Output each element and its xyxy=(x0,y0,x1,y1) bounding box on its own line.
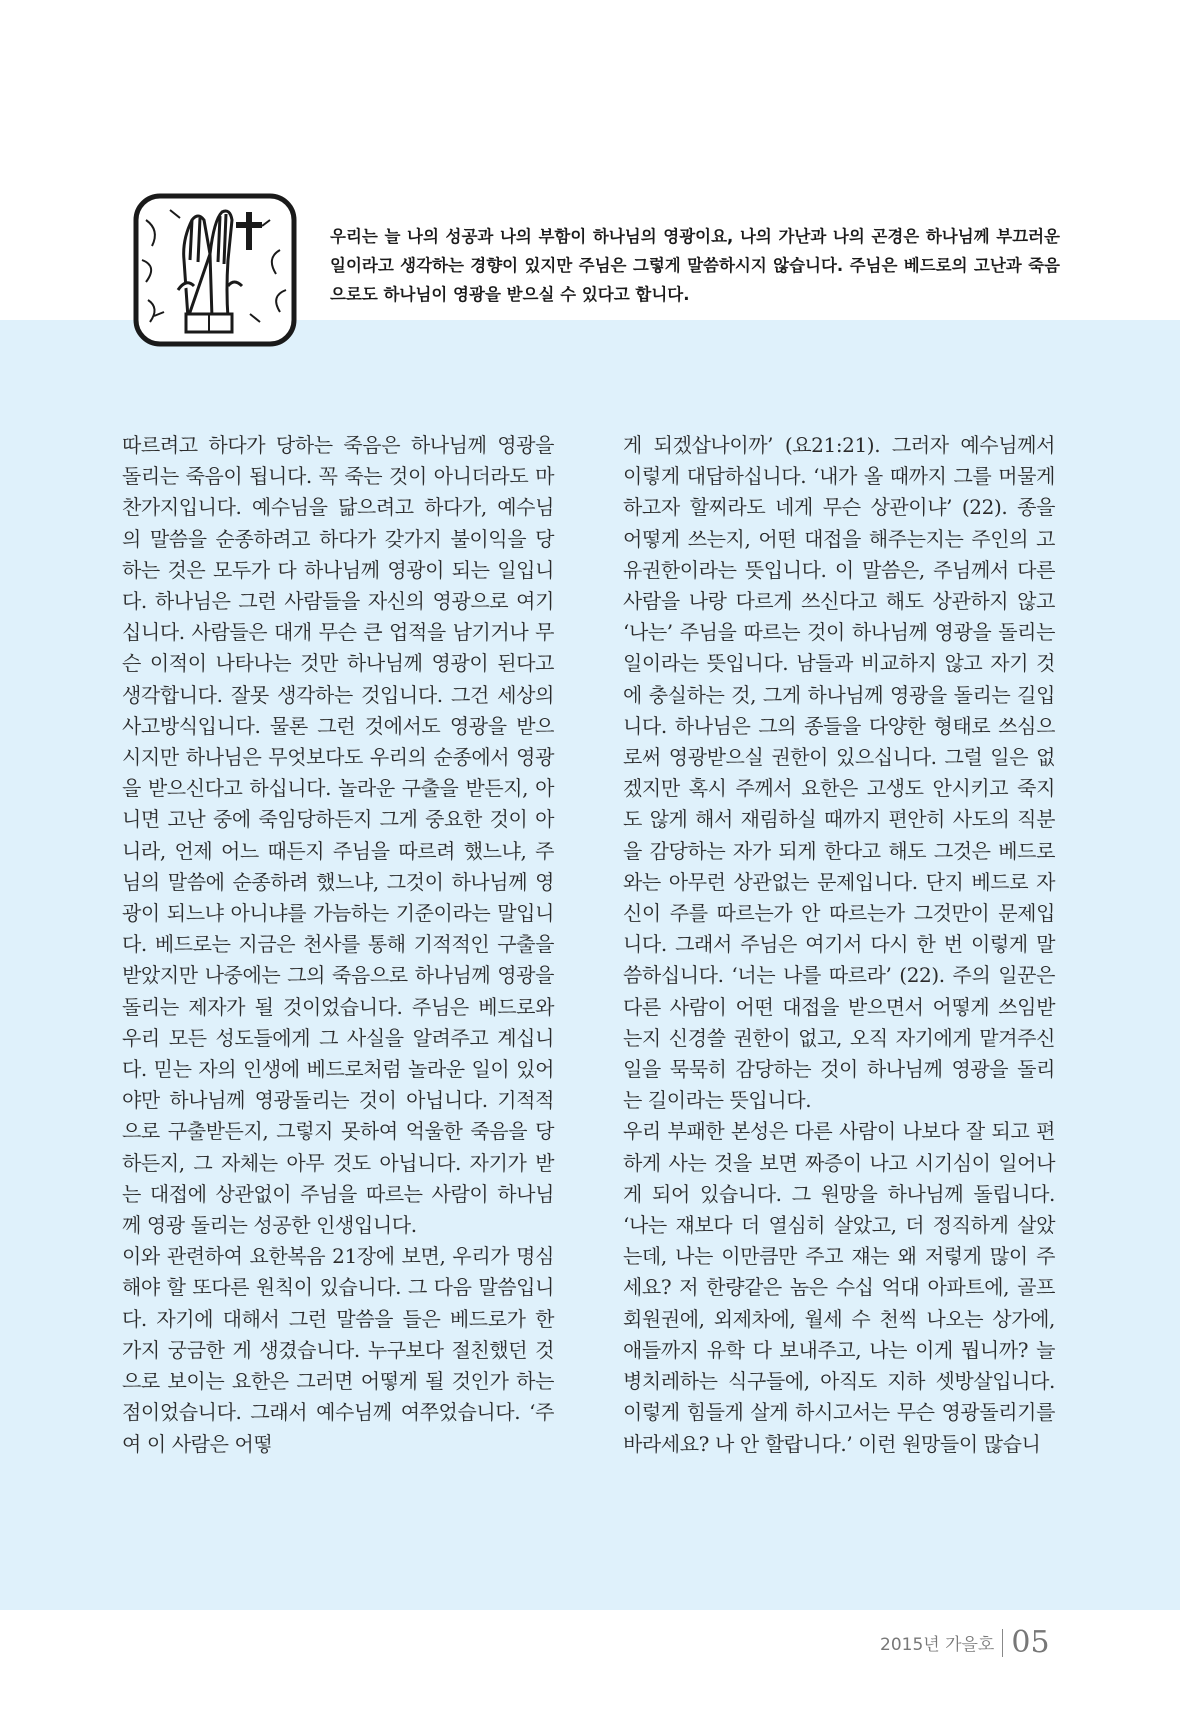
page-footer xyxy=(880,1625,1080,1660)
paragraph: 우리 부패한 본성은 다른 사람이 나보다 잘 되고 편하게 사는 것을 보면 짜증이 나고 시기심이 일어나게 되어 있습니다. 그 원망을 하나님께 돌립니다. ‘나는 쟤보다 더 열심히 살았고, 더 정직하게 살았는데, 나는 이만큼만 주고 쟤는 왜 저렇게 많이 주세요? 저 한량같은 놈은 수십 억대 아파트에, 골프회원권에, 외제차에, 월세 수 천씩 나오는 상가에, 애들까지 유학 다 보내주고, 나는 이게 뭡니까? 늘 병치레하는 식구들에, 아직도 지하 셋방살입니다. 이렇게 힘들게 살게 하시고서는 무슨 영광돌리기를 바라세요? 나 안 할랍니다.’ 이런 원망들이 많습니 xyxy=(623,1119,1055,1456)
right-column xyxy=(623,430,1055,1460)
praying-hands-icon xyxy=(130,190,300,350)
paragraph: 따르려고 하다가 당하는 죽음은 하나님께 영광을 돌리는 죽음이 됩니다. 꼭 죽는 것이 아니더라도 마찬가지입니다. 예수님을 닮으려고 하다가, 예수님의 말씀을 순종하려고 하다가 갖가지 불이익을 당하는 것은 모두가 다 하나님께 영광이 되는 일입니다. 하나님은 그런 사람들을 자신의 영광으로 여기십니다. 사람들은 대개 무슨 큰 업적을 남기거나 무슨 이적이 나타나는 것만 하나님께 영광이 된다고 생각합니다. 잘못 생각하는 것입니다. 그건 세상의 사고방식입니다. 물론 그런 것에서도 영광을 받으시지만 하나님은 무엇보다도 우리의 순종에서 영광을 받으신다고 하십니다. 놀라운 구출을 받든지, 아니면 고난 중에 죽임당하든지 그게 중요한 것이 아니라, 언제 어느 때든지 주님을 따르려 했느냐, 주님의 말씀에 순종하려 했느냐, 그것이 하나님께 영광이 되느냐 아니냐를 가늠하는 기준이라는 말입니다. 베드로는 지금은 천사를 통해 기적적인 구출을 받았지만 나중에는 그의 죽음으로 하나님께 영광을 돌리는 제자가 될 것이었습니다. 주님은 베드로와 우리 모든 성도들에게 그 사실을 알려주고 계십니다. 믿는 자의 인생에 베드로처럼 놀라운 일이 있어야만 하나님께 영광돌리는 것이 아닙니다. 기적적으로 구출받든지, 그렇지 못하여 억울한 죽음을 당하든지, 그 자체는 아무 것도 아닙니다. 자기가 받는 대접에 상관없이 주님을 따르는 사람이 하나님께 영광 돌리는 성공한 인생입니다. xyxy=(122,433,554,1238)
left-column xyxy=(122,430,554,1460)
paragraph: 게 되겠삽나이까’ (요21:21). 그러자 예수님께서 이렇게 대답하십니다. ‘내가 올 때까지 그를 머물게 하고자 할찌라도 네게 무슨 상관이냐’ (22). 종을 어떻게 쓰는지, 어떤 대접을 해주는지는 주인의 고유권한이라는 뜻입니다. 이 말씀은, 주님께서 다른 사람을 나랑 다르게 쓰신다고 해도 상관하지 않고 ‘나는’ 주님을 따르는 것이 하나님께 영광을 돌리는 일이라는 뜻입니다. 남들과 비교하지 않고 자기 것에 충실하는 것, 그게 하나님께 영광을 돌리는 길입니다. 하나님은 그의 종들을 다양한 형태로 쓰심으로써 영광받으실 권한이 있으십니다. 그럴 일은 없겠지만 혹시 주께서 요한은 고생도 안시키고 죽지도 않게 해서 재림하실 때까지 편안히 사도의 직분을 감당하는 자가 되게 한다고 해도 그것은 베드로와는 아무런 상관없는 문제입니다. 단지 베드로 자신이 주를 따르는가 안 따르는가 그것만이 문제입니다. 그래서 주님은 여기서 다시 한 번 이렇게 말씀하십니다. ‘너는 나를 따르라’ (22). 주의 일꾼은 다른 사람이 어떤 대접을 받으면서 어떻게 쓰임받는지 신경쓸 권한이 없고, 오직 자기에게 맡겨주신 일을 묵묵히 감당하는 것이 하나님께 영광을 돌리는 길이라는 뜻입니다. xyxy=(623,433,1055,1113)
paragraph: 이와 관련하여 요한복음 21장에 보면, 우리가 명심해야 할 또다른 원칙이 있습니다. 그 다음 말씀입니다. 자기에 대해서 그런 말씀을 들은 베드로가 한 가지 궁금한 게 생겼습니다. 누구보다 절친했던 것으로 보이는 요한은 그러면 어떻게 될 것인가 하는 점이었습니다. 그래서 예수님께 여쭈었습니다. ‘주여 이 사람은 어떻 xyxy=(122,1244,554,1456)
issue-label: 2015년 가을호 xyxy=(880,1635,995,1655)
intro-text: 우리는 늘 나의 성공과 나의 부함이 하나님의 영광이요, 나의 가난과 나의 곤경은 하나님께 부끄러운 일이라고 생각하는 경향이 있지만 주님은 그렇게 말씀하시지 않습니다. 주님은 베드로의 고난과 죽음으로도 하나님이 영광을 받으실 수 있다고 합니다. xyxy=(330,227,1060,304)
page-number: 05 xyxy=(1011,1625,1050,1660)
divider xyxy=(1002,1629,1003,1657)
